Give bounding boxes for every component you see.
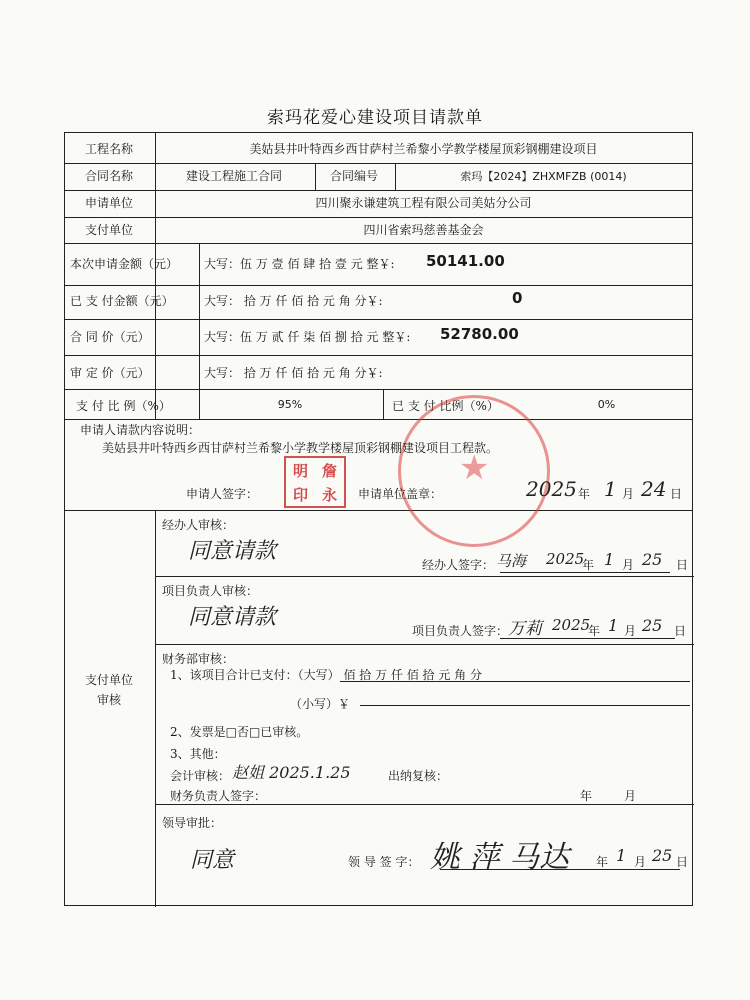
manager-signature: 万莉 <box>508 619 542 639</box>
request-year-unit: 年 <box>578 487 591 501</box>
payer-value: 四川省索玛慈善基金会 <box>363 223 484 237</box>
row-divider <box>65 217 692 218</box>
paid-label: 已 支 付金额（元） <box>70 294 174 308</box>
row-divider <box>155 804 694 805</box>
handler-day: 25 <box>642 550 663 569</box>
applicant-personal-stamp: 明 詹 印 永 <box>284 456 346 508</box>
request-year: 2025 <box>526 477 577 501</box>
contract-name-value: 建设工程施工合同 <box>185 169 282 183</box>
manager-day-unit: 日 <box>674 624 687 638</box>
applicant-label: 申请单位 <box>84 196 133 210</box>
accountant-label: 会计审核： <box>170 769 231 783</box>
leader-signature: 姚 萍 马达 <box>430 840 570 875</box>
cashier-label: 出纳复核： <box>388 769 449 783</box>
applicant-value: 四川聚永谦建筑工程有限公司美姑分公司 <box>315 196 532 210</box>
form-title: 索玛花爱心建设项目请款单 <box>267 108 483 128</box>
finance-year-unit: 年 <box>580 789 593 803</box>
handler-heading: 经办人审核： <box>162 518 235 532</box>
leader-day-unit: 日 <box>676 855 689 869</box>
row-divider <box>65 285 692 286</box>
applicant-unit-seal <box>398 395 550 547</box>
handler-sign-label: 经办人签字： <box>422 558 495 572</box>
finance-line1: 1、该项目合计已支付：（大写） 佰 拾 万 仟 佰 拾 元 角 分 <box>170 668 482 682</box>
amount-requested-text: 大写：伍 万 壹 佰 肆 拾 壹 元 整￥: <box>204 257 395 271</box>
handler-month: 1 <box>604 550 615 569</box>
manager-sign-label: 项目负责人签字： <box>412 624 509 638</box>
leader-month: 1 <box>616 846 627 865</box>
manager-year: 2025 <box>552 616 591 634</box>
finance-small: （小写）￥ <box>290 697 351 711</box>
manager-comment: 同意请款 <box>188 605 277 630</box>
paid-ratio-value: 0% <box>597 398 616 411</box>
manager-heading: 项目负责人审核： <box>162 584 259 598</box>
review-section-label: 支付单位 审核 <box>84 673 133 707</box>
request-month-unit: 月 <box>622 487 635 501</box>
row-divider <box>155 576 694 577</box>
request-form-table <box>64 132 693 906</box>
seal-star-icon: ★ <box>459 448 490 488</box>
row-divider <box>65 243 692 244</box>
row-divider <box>65 419 692 420</box>
col-divider <box>155 510 156 907</box>
row-divider <box>65 163 692 164</box>
row-divider <box>155 644 694 645</box>
row-divider <box>65 389 692 390</box>
payer-label: 支付单位 <box>84 223 133 237</box>
contract-code-label: 合同编号 <box>329 169 378 183</box>
leader-year-unit: 年 <box>596 855 609 869</box>
finance-chief-label: 财务负责人签字： <box>170 789 267 803</box>
contract-price-number: 52780.00 <box>440 325 519 343</box>
paid-ratio-label: 已 支 付 比例（%） <box>392 399 499 413</box>
col-divider <box>383 389 384 419</box>
manager-day: 25 <box>642 616 663 635</box>
handler-year-unit: 年 <box>582 558 595 572</box>
paid-text: 大写： 拾 万 仟 佰 拾 元 角 分￥: <box>204 294 383 308</box>
approved-price-text: 大写： 拾 万 仟 佰 拾 元 角 分￥: <box>204 366 383 380</box>
request-month: 1 <box>604 477 617 501</box>
handler-day-unit: 日 <box>676 558 689 572</box>
contract-name-label: 合同名称 <box>84 169 133 183</box>
applicant-sign-label: 申请人签字： <box>186 487 259 501</box>
finance-line1-underline <box>340 681 690 682</box>
leader-sign-line <box>440 869 680 870</box>
finance-line3: 3、其他： <box>170 747 226 761</box>
row-divider <box>65 510 692 511</box>
leader-month-unit: 月 <box>634 855 647 869</box>
finance-month-unit: 月 <box>624 789 637 803</box>
leader-heading: 领导审批： <box>162 816 223 830</box>
leader-sign-label: 领 导 签 字： <box>348 855 420 869</box>
handler-sign-line <box>500 572 670 573</box>
handler-signature: 马海 <box>496 552 527 570</box>
finance-heading: 财务部审核： <box>162 652 235 666</box>
paid-number: 0 <box>512 289 523 307</box>
row-divider <box>65 319 692 320</box>
ratio-label: 支 付 比 例（%） <box>76 399 171 413</box>
project-name-value: 美姑县井叶特西乡西甘萨村兰希黎小学教学楼屋顶彩钢棚建设项目 <box>249 142 598 156</box>
amount-requested-label: 本次申请金额（元） <box>70 257 179 271</box>
request-day: 24 <box>641 477 667 501</box>
manager-month-unit: 月 <box>624 624 637 638</box>
contract-code-value: 索玛【2024】ZHXMFZB (0014) <box>460 170 627 183</box>
project-name-label: 工程名称 <box>84 142 133 156</box>
finance-small-underline <box>360 705 690 706</box>
approved-price-label: 审 定 价（元） <box>70 366 150 380</box>
contract-price-text: 大写：伍 万 贰 仟 柒 佰 捌 拾 元 整￥: <box>204 330 411 344</box>
row-divider <box>65 190 692 191</box>
row-divider <box>65 355 692 356</box>
request-day-unit: 日 <box>670 487 683 501</box>
applicant-seal-label: 申请单位盖章： <box>358 487 443 501</box>
contract-price-label: 合 同 价（元） <box>70 330 150 344</box>
leader-day: 25 <box>652 846 673 865</box>
ratio-value: 95% <box>277 398 303 411</box>
amount-requested-number: 50141.00 <box>426 252 505 270</box>
handler-comment: 同意请款 <box>188 539 277 564</box>
manager-month: 1 <box>608 616 619 635</box>
handler-year: 2025 <box>546 550 585 568</box>
handler-month-unit: 月 <box>622 558 635 572</box>
request-heading: 申请人请款内容说明： <box>80 423 201 437</box>
manager-year-unit: 年 <box>588 624 601 638</box>
request-body: 美姑县井叶特西乡西甘萨村兰希黎小学教学楼屋顶彩钢棚建设项目工程款。 <box>102 441 499 455</box>
accountant-signature: 赵姐 2025.1.25 <box>232 763 351 782</box>
col-divider <box>199 243 200 419</box>
leader-comment: 同意 <box>190 848 235 873</box>
manager-sign-line <box>500 638 675 639</box>
finance-line2: 2、发票是□否□已审核。 <box>170 725 309 739</box>
